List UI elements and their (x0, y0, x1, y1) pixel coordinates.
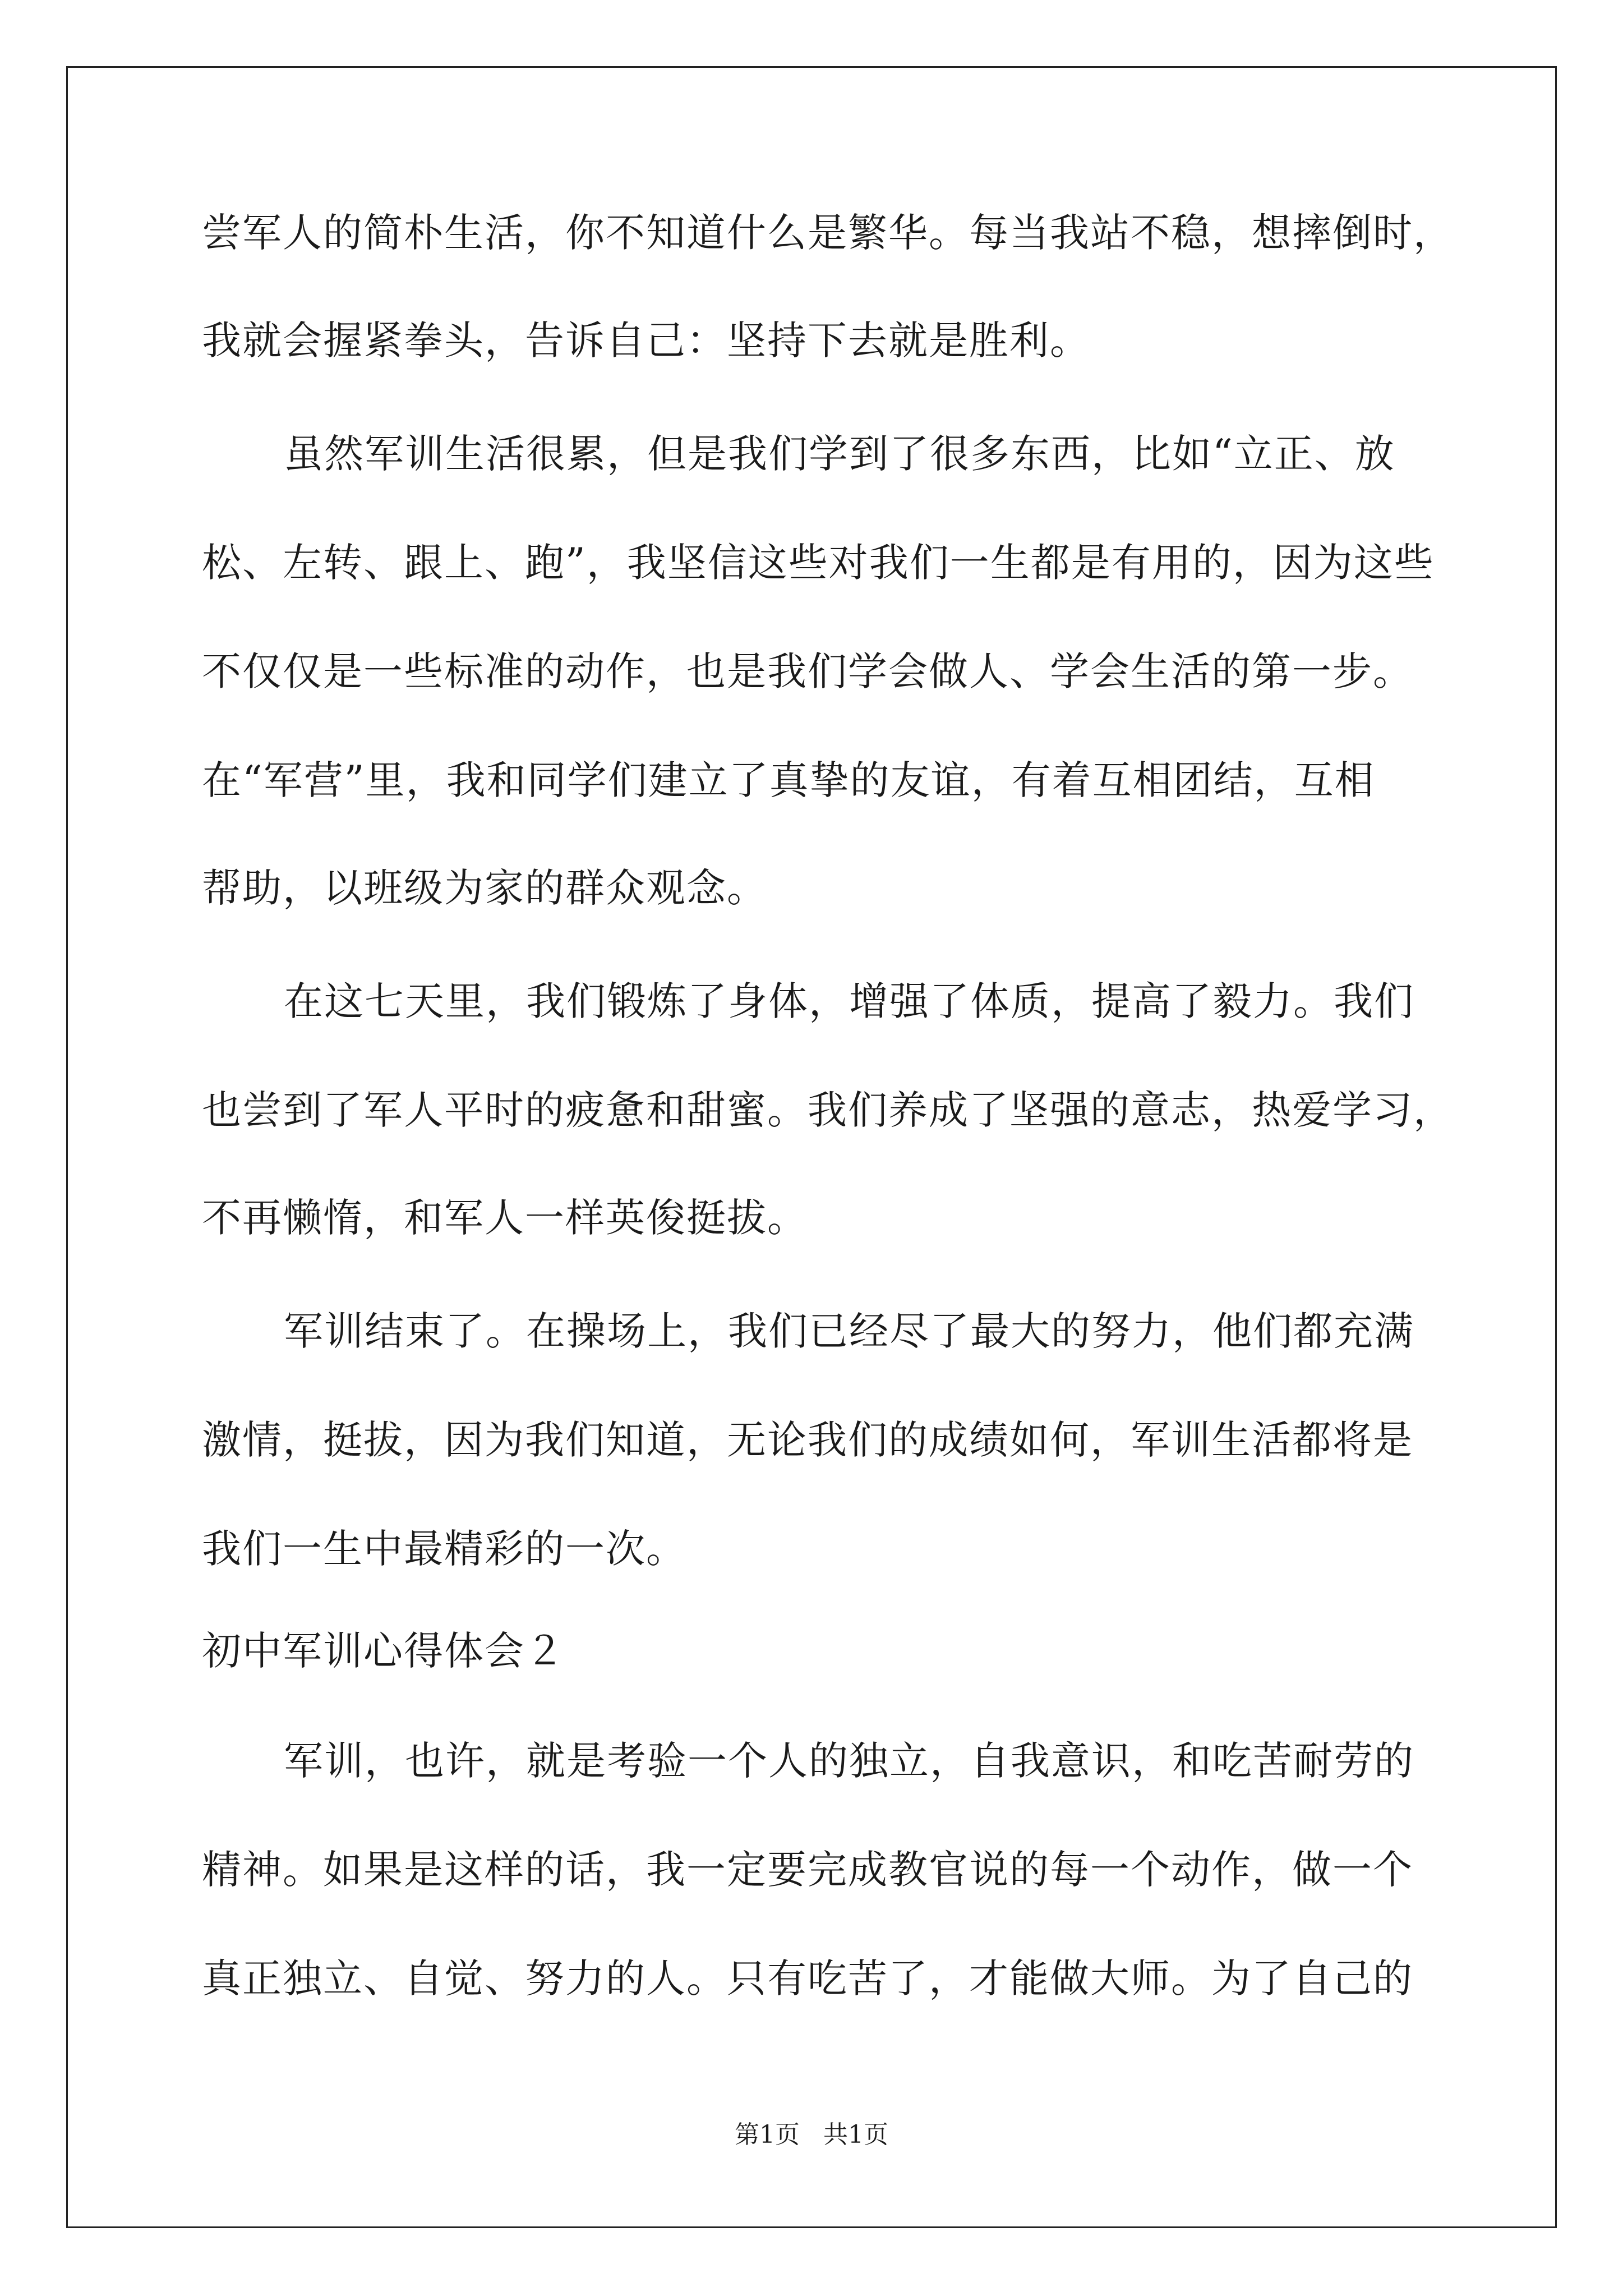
paragraph-line: 也尝到了军人平时的疲惫和甜蜜。我们养成了坚强的意志，热爱学习， (202, 1087, 1454, 1133)
paragraph-line: 精神。如果是这样的话，我一定要完成教官说的每一个动作，做一个 (202, 1847, 1413, 1893)
paragraph-line: 我就会握紧拳头，告诉自己：坚持下去就是胜利。 (202, 318, 1090, 364)
paragraph-line: 在“军营”里，我和同学们建立了真挚的友谊，有着互相团结，互相 (202, 757, 1375, 803)
paragraph-line: 不再懒惰，和军人一样英俊挺拔。 (202, 1195, 808, 1241)
page-border (66, 66, 1557, 2228)
page-number-footer: 第1页 共1页 (735, 2120, 888, 2149)
paragraph-line: 帮助，以班级为家的群众观念。 (202, 865, 767, 911)
paragraph-line: 尝军人的简朴生活，你不知道什么是繁华。每当我站不稳，想摔倒时， (202, 210, 1454, 256)
paragraph-line: 真正独立、自觉、努力的人。只有吃苦了，才能做大师。为了自己的 (202, 1955, 1413, 2001)
paragraph-line: 我们一生中最精彩的一次。 (202, 1526, 686, 1572)
paragraph-line: 虽然军训生活很累，但是我们学到了很多东西，比如“立正、放 (284, 431, 1395, 477)
paragraph-line: 激情，挺拔，因为我们知道，无论我们的成绩如何，军训生活都将是 (202, 1417, 1413, 1463)
section-heading: 初中军训心得体会２ (202, 1628, 565, 1674)
paragraph-line: 不仅仅是一些标准的动作，也是我们学会做人、学会生活的第一步。 (202, 648, 1413, 694)
paragraph-line: 军训，也许，就是考验一个人的独立，自我意识，和吃苦耐劳的 (284, 1738, 1414, 1784)
paragraph-line: 在这七天里，我们锻炼了身体，增强了体质，提高了毅力。我们 (284, 978, 1414, 1024)
paragraph-line: 军训结束了。在操场上，我们已经尽了最大的努力，他们都充满 (284, 1308, 1414, 1354)
paragraph-line: 松、左转、跟上、跑”，我坚信这些对我们一生都是有用的，因为这些 (202, 540, 1435, 586)
